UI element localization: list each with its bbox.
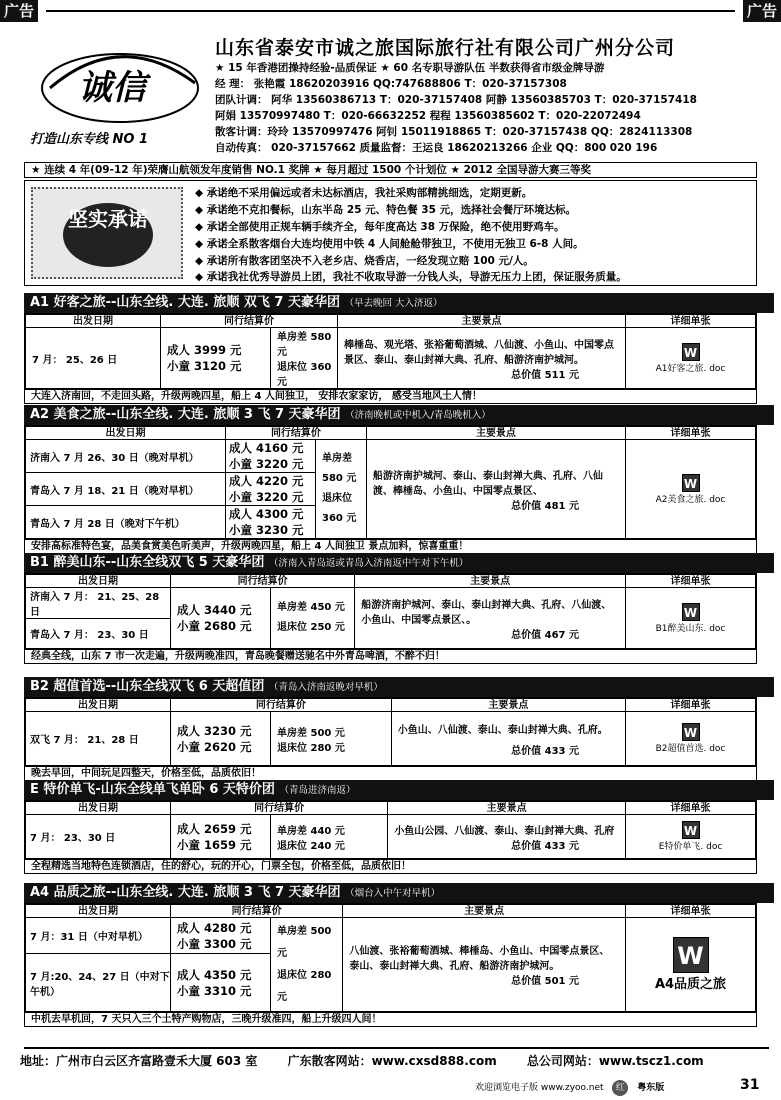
tour-extra: 单房差 440 元 退床位 240 元 (271, 815, 388, 859)
edition-badge: 红 (612, 1080, 628, 1096)
page-number: 31 (740, 1077, 760, 1093)
tour-value: 总价值 433 元 (511, 840, 579, 852)
tour-note: 全程精选当地特色连锁酒店，住的舒心，玩的开心，门票全包，价格至低，品质依旧！ (25, 859, 756, 873)
tour-date: 济南入 7 月： 21、25、28 日 (26, 588, 171, 619)
tour-header-a2: A2 美食之旅--山东全线. 大连. 旅顺 3 飞 7 天豪华团 （济南晚机或中机入/青岛晚机入） (24, 405, 774, 425)
tour-extra: 单房差 500 元 退床位 280 元 (271, 712, 392, 766)
tour-spots: 小鱼山公园、八仙渡、泰山、泰山封禅大典、孔府 (394, 825, 615, 837)
tour-table-a2: 出发日期 同行结算价 主要景点 详细单张 济南入 7 月 26、30 日（晚对早机） 成人 4160 元 小童 3220 元 单房差 580 元 退床位 360 元 船游济南护城河、泰山、泰山封禅大典、孔府、八仙渡、棒棰岛、小鱼山、中国零点景区、 总价值 481 元 W A2美食之旅. doc 青岛入 7 月 18、21 日（晚对早机） 成人 4220 元 小童 3220 元 青岛入 7 月 28 日（晚对下午机） 成人 4300 元 小童 3230 元 安排高标准特色宴，品美食赏美色听美声，升级两晚四星，船上 4 人间独卫 景点加料，惊喜重重！ (24, 425, 757, 554)
word-doc-icon: W (682, 821, 700, 839)
promise-badge-text: 坚实承诺 (63, 203, 153, 267)
tour-table-a4: 出发日期 同行结算价 主要景点 详细单张 7 月：31 日（中对早机） 成人 4280 元 小童 3300 元 单房差 500 元 退床位 280 元 八仙渡、张裕葡萄酒城、棒棰岛、小鱼山、中国零点景区、泰山、泰山封禅大典、孔府、船游济南护城河。 总价值 501 元 W A4品质之旅 7 月:20、24、27 日（中对下午机） 成人 4350 元 小童 3310 元 中机去早机回，7 天只入三个土特产购物店，三晚升级准四，船上升级四人间！ (24, 903, 757, 1027)
promise-item: ◆ 承诺所有散客团坚决不入老乡店、烧香店，一经发现立赔 100 元/人。 (195, 255, 534, 267)
pagebar-text: 欢迎浏览电子版 www.zyoo.net (475, 1083, 604, 1093)
tour-note: 晚去早回，中间玩足四整天，价格至低，品质依旧！ (25, 766, 756, 780)
detail-doc-link[interactable]: W B1醉美山东. doc (626, 588, 756, 649)
col-spots: 主要景点 (338, 315, 626, 328)
contact-row: 阿娟 13570997480 T：020-66632252 程程 13560385602 T：020-22072494 (215, 110, 641, 122)
promise-item: ◆ 承诺绝不克扣餐标，山东半岛 25 元、特色餐 35 元，选择社会餐厅环境达标。 (195, 204, 577, 216)
word-doc-icon: W (682, 474, 700, 492)
ad-label-right: 广告 (743, 0, 781, 22)
promise-item: ◆ 承诺全部使用正规车辆手续齐全，每年度高达 38 万保险，绝不使用野鸡车。 (195, 221, 565, 233)
contact-row: 散客计调：玲玲 13570997476 阿钊 15011918865 T：020-37157438 QQ：2824113308 (215, 126, 693, 138)
promise-item: ◆ 承诺绝不采用偏远或者未达标酒店，我社采购部精挑细选，定期更新。 (195, 187, 533, 199)
tour-value: 总价值 481 元 (511, 500, 579, 512)
company-slogan: ★ 15 年香港团操持经验-品质保证 ★ 60 名专职导游队伍 半数获得省市级金牌导游 (215, 62, 605, 74)
word-doc-icon: W (682, 603, 700, 621)
col-detail: 详细单张 (626, 315, 756, 328)
tour-header-a1: A1 好客之旅--山东全线. 大连. 旅顺 双飞 7 天豪华团 （早去晚回 大入济返） (24, 293, 774, 313)
tour-date: 青岛入 7 月 28 日（晚对下午机） (26, 506, 226, 539)
tour-header-e: E 特价单飞-山东全线单飞单卧 6 天特价团 （青岛进济南返） (24, 780, 774, 800)
tour-date: 7 月： 25、26 日 (26, 328, 161, 389)
tour-extra: 单房差 580 元 退床位 360 元 (271, 328, 338, 389)
tour-note: 经典全线，山东 7 市一次走遍，升级两晚准四，青岛晚餐赠送驰名中外青岛啤酒，不醉不归！ (25, 649, 756, 663)
detail-doc-link[interactable]: W A1好客之旅. doc (626, 328, 756, 389)
tour-price: 成人 3999 元 小童 3120 元 (161, 328, 271, 389)
tour-value: 总价值 501 元 (511, 976, 579, 987)
contact-row: 经 理： 张艳霞 18620203916 QQ:747688806 T：020-37157308 (215, 78, 567, 90)
tour-header-a4: A4 品质之旅--山东全线. 大连. 旅顺 3 飞 7 天豪华团 （烟台入中午对早机） (24, 883, 774, 903)
tour-header-b1: B1 醉美山东--山东全线双飞 5 天豪华团 （济南入青岛返或青岛入济南返中午对下午机） (24, 553, 774, 573)
detail-doc-link[interactable]: W B2超值首选. doc (626, 712, 756, 766)
edition-label: 粤东版 (637, 1083, 665, 1093)
tour-price: 成人 2659 元 小童 1659 元 (171, 815, 271, 859)
tour-extra: 单房差 500 元 退床位 280 元 (271, 918, 343, 1012)
company-logo (30, 28, 210, 158)
tour-value: 总价值 433 元 (511, 745, 579, 757)
contact-row: 自动传真： 020-37157662 质量监督：王运良 18620213266 企业 QQ：800 020 196 (215, 142, 658, 154)
tour-table-a1 (24, 313, 757, 404)
tour-price: 成人 4160 元 小童 3220 元 (226, 440, 316, 473)
col-date: 出发日期 (26, 315, 161, 328)
tour-date: 7 月:20、24、27 日（中对下午机） (26, 954, 171, 1012)
tour-date: 青岛入 7 月 18、21 日（晚对早机） (26, 473, 226, 506)
footer-site-2[interactable]: 总公司网站：www.tscz1.com (526, 1054, 704, 1068)
tour-date: 济南入 7 月 26、30 日（晚对早机） (26, 440, 226, 473)
footer-address: 地址：广州市白云区齐富路壹禾大厦 603 室 (20, 1054, 258, 1068)
award-banner: ★ 连续 4 年(09-12 年)荣膺山航领发年度销售 NO.1 奖牌 ★ 每月超过 1500 个计划位 ★ 2012 全国导游大赛三等奖 (24, 162, 757, 178)
logo-slogan: 打造山东专线 NO 1 (30, 132, 149, 147)
footer-site-1[interactable]: 广东散客网站：www.cxsd888.com (287, 1054, 497, 1068)
tour-note: 中机去早机回，7 天只入三个土特产购物店，三晚升级准四，船上升级四人间！ (25, 1012, 756, 1026)
tour-spots: 小鱼山、八仙渡、泰山、泰山封禅大典、孔府。 (397, 724, 608, 736)
promise-badge (31, 187, 183, 279)
tour-date: 双飞 7 月： 21、28 日 (26, 712, 171, 766)
tour-table-b2: 出发日期 同行结算价 主要景点 详细单张 双飞 7 月： 21、28 日 成人 3230 元 小童 2620 元 单房差 500 元 退床位 280 元 小鱼山、八仙渡、泰山、泰山封禅大典、孔府。 总价值 433 元 W B2超值首选. doc 晚去早回，中间玩足四整天，价格至低，品质依旧！ (24, 697, 757, 781)
promise-box (24, 180, 757, 286)
tour-price: 成人 4280 元 小童 3300 元 (171, 918, 271, 954)
logo-text: 诚信 (78, 68, 146, 108)
tour-extra: 单房差 450 元 退床位 250 元 (271, 588, 355, 649)
tour-table-e: 出发日期 同行结算价 主要景点 详细单张 7 月： 23、30 日 成人 2659 元 小童 1659 元 单房差 440 元 退床位 240 元 小鱼山公园、八仙渡、泰山、泰山封禅大典、孔府 总价值 433 元 W E特价单飞. doc 全程精选当地特色连锁酒店，住的舒心，玩的开心，门票全包，价格至低，品质依旧！ (24, 800, 757, 874)
tour-spots: 棒棰岛、观光塔、张裕葡萄酒城、八仙渡、小鱼山、中国零点景区、泰山、泰山封禅大典、孔府、船游济南护城河。 (344, 339, 615, 366)
page-bar (475, 1080, 664, 1096)
word-doc-icon: W (682, 343, 700, 361)
tour-note: 安排高标准特色宴，品美食赏美色听美声，升级两晚四星，船上 4 人间独卫 景点加料，惊喜重重！ (25, 539, 756, 553)
ad-label-left: 广告 (0, 0, 38, 22)
tour-spots: 八仙渡、张裕葡萄酒城、棒棰岛、小鱼山、中国零点景区、泰山、泰山封禅大典、孔府、船游济南护城河。 (349, 946, 610, 972)
detail-doc-link[interactable]: W A4品质之旅 (626, 918, 756, 1012)
tour-price: 成人 3230 元 小童 2620 元 (171, 712, 271, 766)
tour-spots: 船游济南护城河、泰山、泰山封禅大典、孔府、八仙渡、小鱼山、中国零点景区、。 (361, 599, 612, 626)
tour-date: 7 月：31 日（中对早机） (26, 918, 171, 954)
tour-note: 大连入济南回，不走回头路，升级两晚四星，船上 4 人间独卫， 安排农家家访， 感受当地风土人情！ (25, 389, 756, 403)
word-doc-icon: W (682, 723, 700, 741)
company-name: 山东省泰安市诚之旅国际旅行社有限公司广州分公司 (215, 37, 676, 59)
promise-item: ◆ 承诺全系散客烟台大连均使用中铁 4 人间舱舱带独卫，不使用无独卫 6-8 人间。 (195, 238, 584, 250)
col-price: 同行结算价 (161, 315, 338, 328)
tour-spots: 船游济南护城河、泰山、泰山封禅大典、孔府、八仙渡、棒棰岛、小鱼山、中国零点景区、 (372, 470, 603, 497)
promise-item: ◆ 承诺我社优秀导游员上团，我社不收取导游一分钱人头，导游无压力上团，保证服务质量。 (195, 271, 627, 283)
tour-table-b1: 出发日期 同行结算价 主要景点 详细单张 济南入 7 月： 21、25、28 日 成人 3440 元 小童 2680 元 单房差 450 元 退床位 250 元 船游济南护城河、泰山、泰山封禅大典、孔府、八仙渡、小鱼山、中国零点景区、。 总价值 467 元 W B1醉美山东. doc 青岛入 7 月： 23、30 日 经典全线，山东 7 市一次走遍，升级两晚准四，青岛晚餐赠送驰名中外青岛啤酒，不醉不归！ (24, 573, 757, 664)
tour-price: 成人 4220 元 小童 3220 元 (226, 473, 316, 506)
tour-header-b2: B2 超值首选--山东全线双飞 6 天超值团 （青岛入济南返晚对早机） (24, 677, 774, 697)
tour-value: 总价值 467 元 (511, 629, 579, 641)
tour-price: 成人 4300 元 小童 3230 元 (226, 506, 316, 539)
tour-date: 青岛入 7 月： 23、30 日 (26, 619, 171, 649)
tour-price: 成人 3440 元 小童 2680 元 (171, 588, 271, 649)
footer-divider (24, 1047, 769, 1049)
detail-doc-link[interactable]: W A2美食之旅. doc (626, 440, 756, 539)
contact-row: 团队计调： 阿华 13560386713 T：020-37157408 阿静 13560385703 T：020-37157418 (215, 94, 697, 106)
footer-info (20, 1052, 704, 1069)
tour-value: 总价值 511 元 (511, 369, 579, 381)
tour-extra: 单房差 580 元 退床位 360 元 (316, 440, 367, 539)
tour-price: 成人 4350 元 小童 3310 元 (171, 954, 271, 1012)
detail-doc-link[interactable]: W E特价单飞. doc (626, 815, 756, 859)
word-doc-icon: W (673, 937, 709, 973)
tour-date: 7 月： 23、30 日 (26, 815, 171, 859)
top-divider (46, 10, 735, 12)
